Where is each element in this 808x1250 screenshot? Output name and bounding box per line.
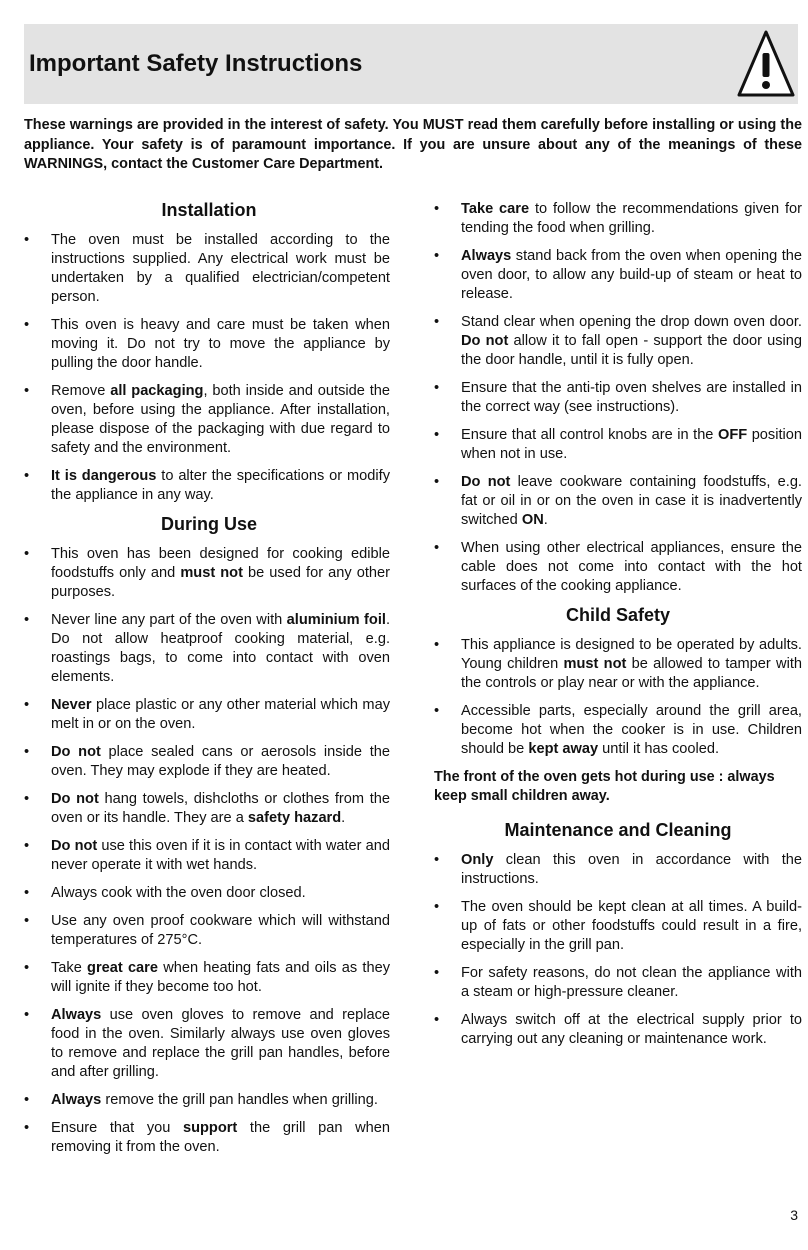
bullet-text: to follow the recommendations given for tending the food when grilling. [461, 201, 803, 236]
bullet-item [434, 473, 802, 530]
bullet-text: Accessible parts, especially around the grill area, become hot when the cooker is in use. Children should be [461, 703, 802, 757]
bullet-emphasis: Take care [461, 201, 530, 217]
bullet-text: allow it to fall open - support the door using the door handle, until it is fully open. [461, 333, 803, 368]
bullet-text: Stand clear when opening the drop down oven door. [461, 314, 802, 330]
bullet-emphasis: Do not [461, 333, 509, 349]
bullet-emphasis: must not [563, 656, 627, 672]
bullet-text: to alter the specifications or modify the appliance in any way. [51, 468, 391, 503]
bullet-emphasis: kept away [528, 741, 599, 757]
bullet-item [24, 611, 390, 687]
installation-list [24, 231, 390, 505]
bullet-text: place sealed cans or aerosols inside the oven. They may explode if they are heated. [51, 744, 390, 779]
right-column [434, 200, 802, 1058]
bullet-item [24, 912, 390, 950]
bullet-emphasis: OFF [717, 427, 748, 443]
bullet-item [434, 702, 802, 759]
child-safety-list [434, 636, 802, 759]
bullet-text: clean this oven in accordance with the instructions. [461, 852, 802, 887]
bullet-emphasis: Do not [51, 791, 99, 807]
bullet-emphasis: Always [51, 1092, 102, 1108]
child-safety-heading: Child Safety [565, 605, 671, 625]
bullet-text: , both inside and outside the oven, before using the appliance. After installation, please dispose of the packaging with due regard to safety and the environment. [51, 383, 390, 456]
bullet-item [434, 964, 802, 1002]
bullet-text: until it has cooled. [598, 741, 720, 757]
bullet-text: Use any oven proof cookware which will withstand temperatures of 275°C. [51, 913, 390, 948]
bullet-emphasis: support [182, 1120, 238, 1136]
bullet-item [24, 743, 390, 781]
bullet-text: leave cookware containing foodstuffs, e.g. fat or oil in or on the oven in case it is inadvertently switched [461, 474, 802, 528]
bullet-item [24, 837, 390, 875]
bullet-item [434, 426, 802, 464]
bullet-item [434, 851, 802, 889]
bullet-text: The oven should be kept clean at all times. A build-up of fats or other foodstuffs could result in a fire, especially in the grill pan. [461, 899, 802, 953]
bullet-emphasis: aluminium foil [286, 612, 386, 628]
bullet-emphasis: ON [521, 512, 544, 528]
bullet-item [24, 316, 390, 373]
bullet-text: Ensure that the anti-tip oven shelves are installed in the correct way (see instructions). [461, 380, 802, 415]
bullet-text: This oven is heavy and care must be taken when moving it. Do not try to move the appliance by pulling the door handle. [51, 317, 390, 371]
bullet-item [434, 898, 802, 955]
during-use-heading: During Use [160, 514, 257, 534]
bullet-emphasis: Do not [461, 474, 511, 490]
bullet-text: Always cook with the oven door closed. [51, 885, 306, 901]
bullet-item [24, 790, 390, 828]
title-banner [24, 24, 798, 104]
bullet-text: the grill pan when removing it from the oven. [51, 1120, 390, 1155]
bullet-item [434, 636, 802, 693]
bullet-item [24, 231, 390, 307]
bullet-text: Never line any part of the oven with [51, 612, 287, 628]
page-number: 3 [790, 1207, 798, 1223]
bullet-text: Take [51, 960, 88, 976]
bullet-emphasis: all packaging [110, 383, 204, 399]
bullet-emphasis: It is dangerous [51, 468, 157, 484]
bullet-text: When using other electrical appliances, ensure the cable does not come into contact with the hot surfaces of the cooking appliance. [461, 540, 802, 594]
bullet-item [24, 1119, 390, 1157]
page-title: Important Safety Instructions [29, 50, 363, 77]
bullet-text: . [341, 810, 346, 826]
bullet-text: This oven has been designed for cooking edible foodstuffs only and [51, 546, 390, 581]
bullet-text: position when not in use. [461, 427, 802, 462]
bullet-text: when heating fats and oils as they will ignite if they become too hot. [51, 960, 390, 995]
bullet-item [434, 247, 802, 304]
bullet-emphasis: Never [51, 697, 92, 713]
bullet-text: . [543, 512, 548, 528]
maintenance-heading: Maintenance and Cleaning [504, 820, 732, 840]
bullet-emphasis: Do not [51, 744, 101, 760]
bullet-text: For safety reasons, do not clean the appliance with a steam or high-pressure cleaner. [461, 965, 802, 1000]
intro-warning: These warnings are provided in the interest of safety. You MUST read them carefully before installing or using the appliance. Your safety is of paramount importance. If you are unsure about any of the meanings of these WARNINGS, contact the Customer Care Department. [24, 117, 802, 172]
bullet-text: This appliance is designed to be operated by adults. Young children [461, 637, 802, 672]
bullet-emphasis: must not [180, 565, 243, 581]
maintenance-list [434, 851, 802, 1049]
bullet-item [24, 696, 390, 734]
bullet-text: Remove [51, 383, 111, 399]
bullet-item [24, 545, 390, 602]
bullet-item [24, 1091, 390, 1110]
bullet-text: be allowed to tamper with the controls or play near or with the appliance. [461, 656, 802, 691]
bullet-emphasis: Do not [51, 838, 98, 854]
bullet-text: Always switch off at the electrical supply prior to carrying out any cleaning or maintenance work. [461, 1012, 802, 1047]
bullet-item [434, 200, 802, 238]
left-column [24, 200, 390, 1166]
bullet-emphasis: great care [87, 960, 158, 976]
bullet-text: . Do not allow heatproof cooking material, e.g. roastings bags, to come into contact with oven elements. [51, 612, 390, 685]
bullet-text: Ensure that you [51, 1120, 183, 1136]
installation-heading: Installation [161, 200, 257, 220]
bullet-item [434, 313, 802, 370]
bullet-item [24, 884, 390, 903]
bullet-item [434, 539, 802, 596]
bullet-text: stand back from the oven when opening the oven door, to allow any build-up of steam or heat to release. [461, 248, 802, 302]
bullet-text: The oven must be installed according to the instructions supplied. Any electrical work must be undertaken by a qualified electrician/competent person. [51, 232, 390, 305]
bullet-text: Ensure that all control knobs are in the [461, 427, 718, 443]
bullet-text: place plastic or any other material which may melt in or on the oven. [51, 697, 390, 732]
bullet-item [24, 1006, 390, 1082]
during-use-continued-list [434, 200, 802, 596]
bullet-emphasis: Always [51, 1007, 102, 1023]
during-use-list [24, 545, 390, 1157]
bullet-emphasis: safety hazard [247, 810, 342, 826]
bullet-emphasis: Always [461, 248, 512, 264]
bullet-item [24, 959, 390, 997]
bullet-item [24, 382, 390, 458]
bullet-item [434, 1011, 802, 1049]
hot-front-warning: The front of the oven gets hot during use : always keep small children away. [434, 769, 775, 804]
bullet-item [24, 467, 390, 505]
bullet-text: remove the grill pan handles when grilling. [101, 1092, 378, 1108]
bullet-text: be used for any other purposes. [51, 565, 390, 600]
bullet-text: use this oven if it is in contact with water and never operate it with wet hands. [51, 838, 390, 873]
bullet-item [434, 379, 802, 417]
warning-triangle-icon [736, 28, 796, 100]
bullet-emphasis: Only [461, 852, 494, 868]
bullet-text: hang towels, dishcloths or clothes from the oven or its handle. They are a [51, 791, 391, 826]
bullet-text: use oven gloves to remove and replace food in the oven. Similarly always use oven gloves to remove and replace the grill pan handles, before and after grilling. [51, 1007, 390, 1080]
